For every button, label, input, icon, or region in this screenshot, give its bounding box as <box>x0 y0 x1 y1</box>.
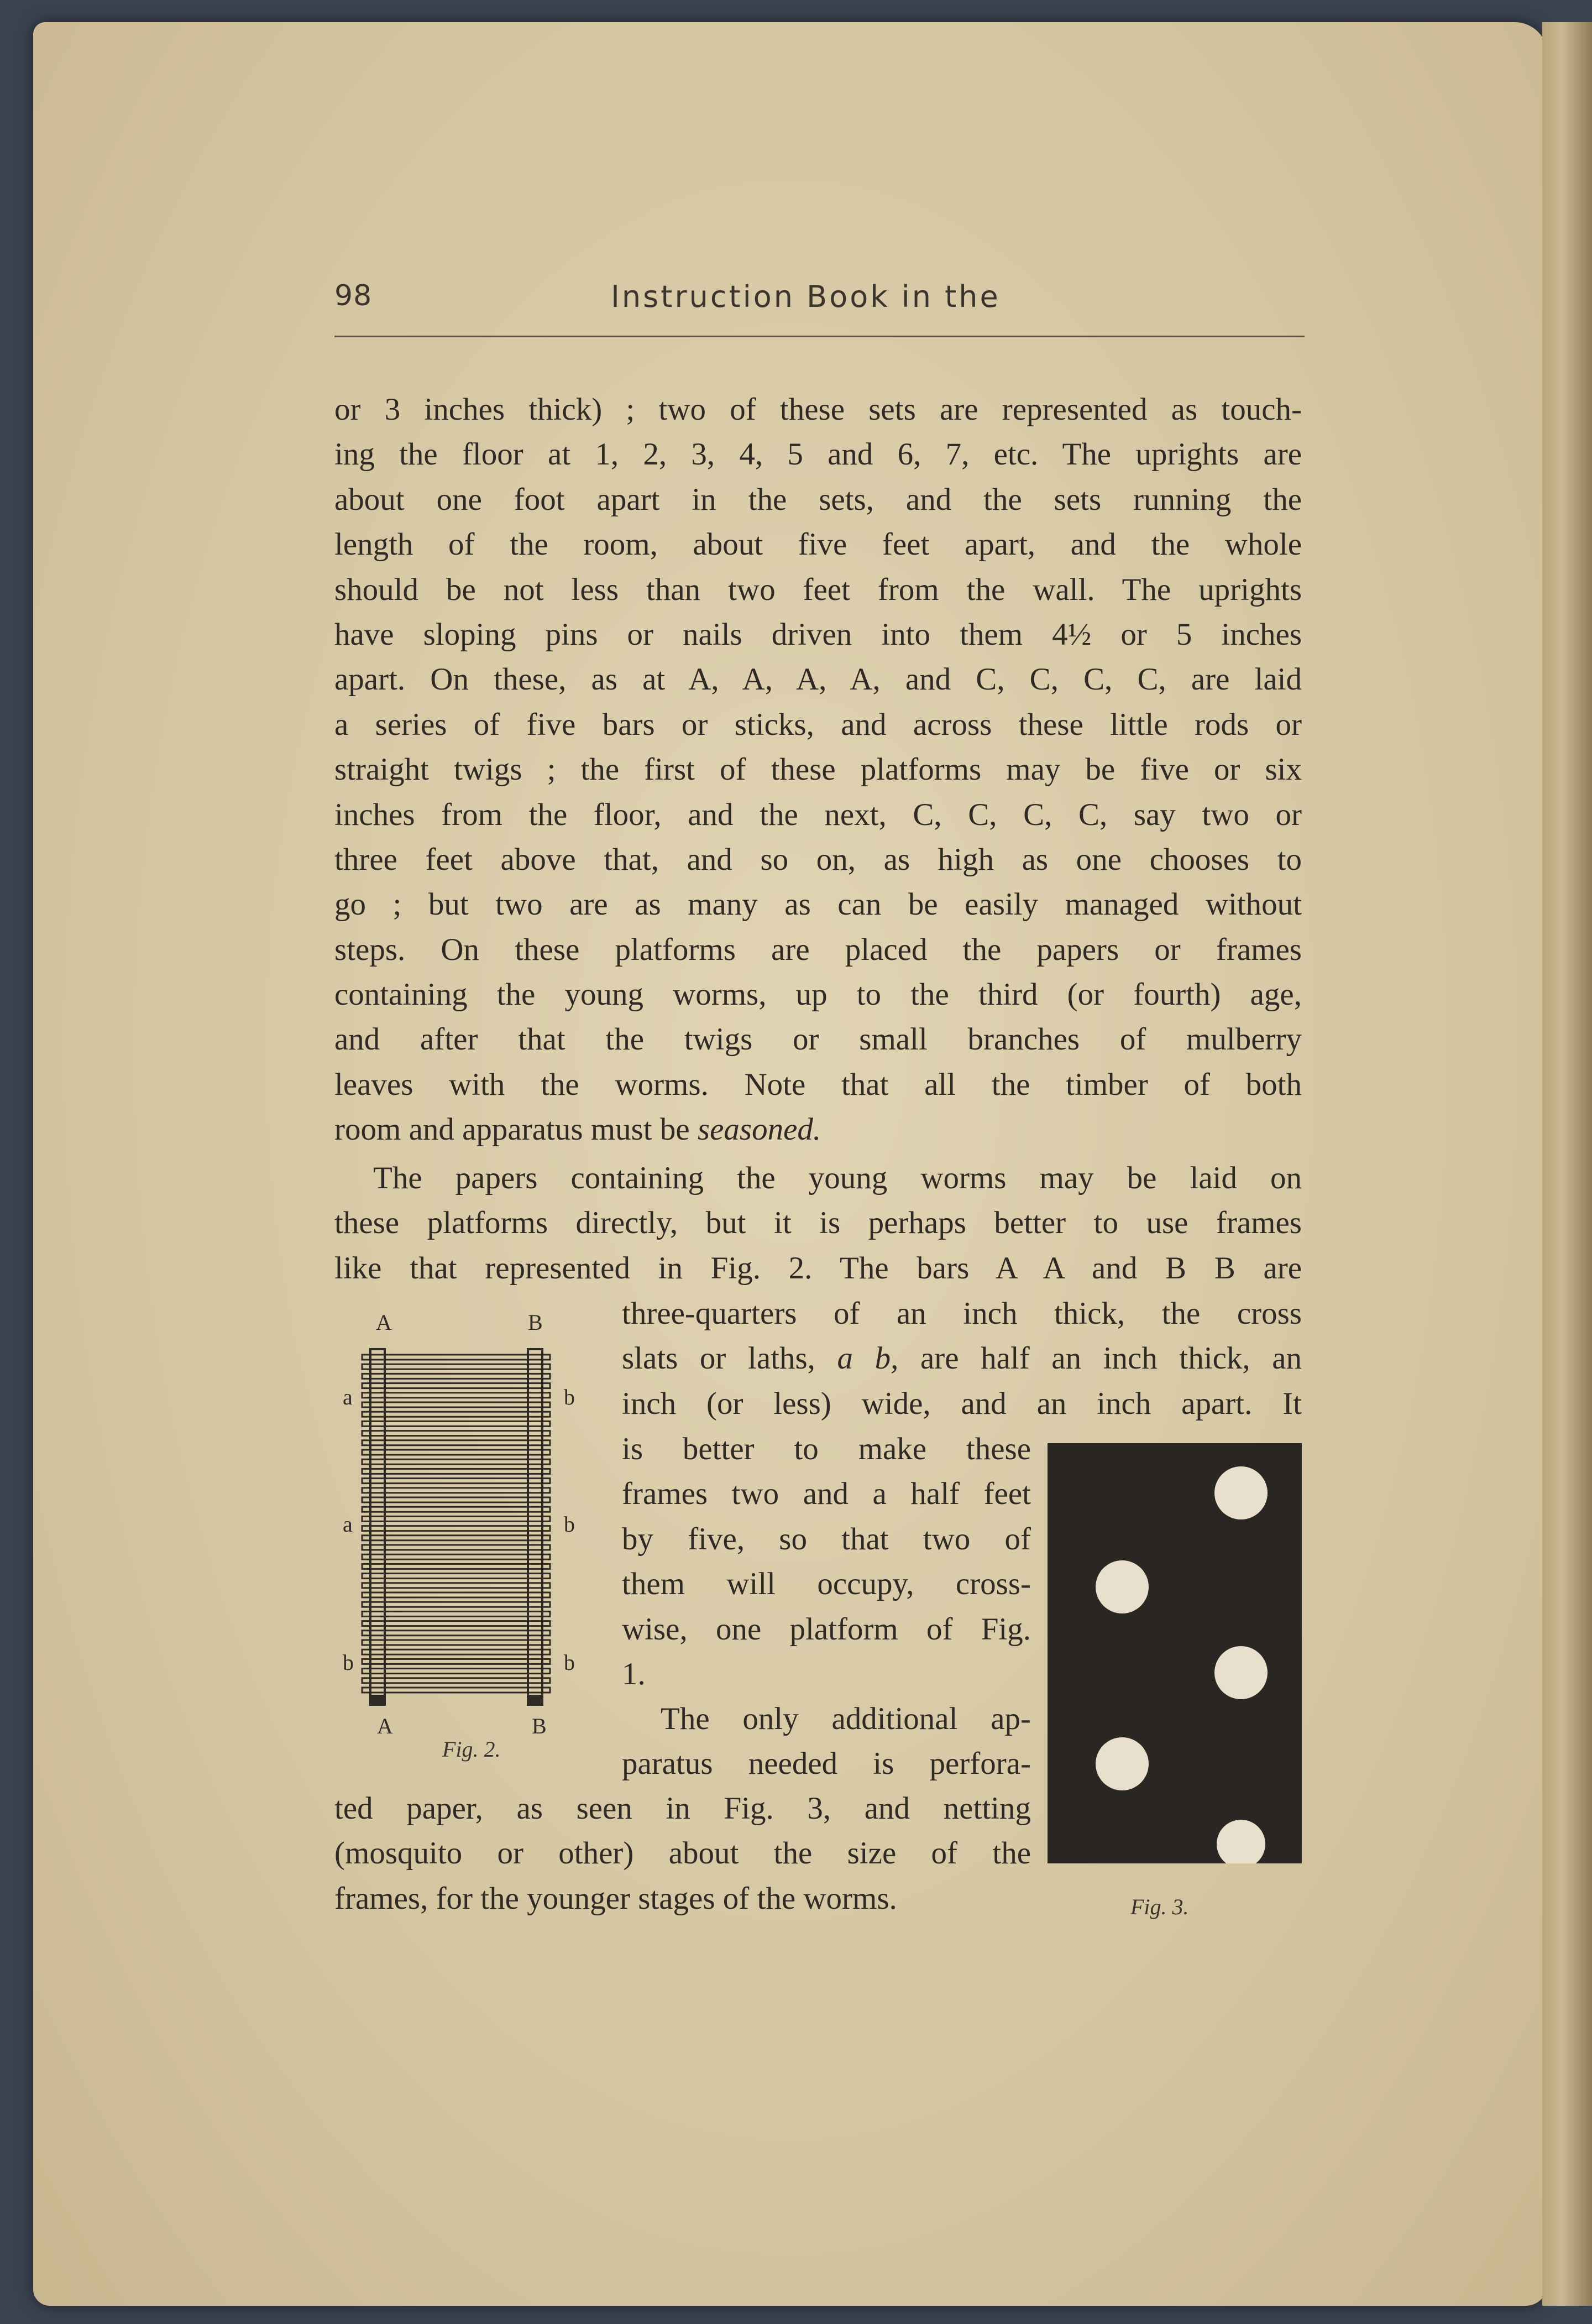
text-line: straight twigs ; the first of these platforms may be five or six <box>334 752 1302 787</box>
text-line: like that represented in Fig. 2. The bars A A and B B are <box>334 1250 1302 1286</box>
slat <box>362 1526 550 1531</box>
slat <box>362 1688 550 1693</box>
text-line: frames, for the younger stages of the worms. <box>334 1881 897 1916</box>
text-line: The papers containing the young worms may be laid on <box>373 1161 1302 1195</box>
figure-2 <box>337 1305 586 1762</box>
slat <box>362 1516 550 1521</box>
label-right-b2: b <box>564 1512 575 1537</box>
perforation-hole <box>1214 1646 1268 1699</box>
slat <box>362 1545 550 1550</box>
slat <box>362 1355 550 1360</box>
italic-word: a b, <box>837 1341 899 1376</box>
figure-3 <box>1048 1443 1302 1919</box>
slat <box>362 1583 550 1588</box>
label-right-b3: b <box>564 1650 575 1675</box>
slat <box>362 1564 550 1569</box>
label-left-a1: a <box>343 1385 353 1409</box>
text-line: ing the floor at 1, 2, 3, 4, 5 and 6, 7, etc. The uprights are <box>334 437 1302 472</box>
slat <box>362 1450 550 1455</box>
text-line: three-quarters of an inch thick, the cross <box>622 1296 1302 1331</box>
slat <box>362 1383 550 1388</box>
slat <box>362 1574 550 1579</box>
text-line: 1. <box>622 1656 646 1691</box>
label-bottom-right: B <box>532 1714 547 1738</box>
slat <box>362 1621 550 1626</box>
header-rule <box>334 336 1305 337</box>
figure-3-caption: Fig. 3. <box>1130 1894 1189 1919</box>
perforation-hole <box>1096 1737 1149 1790</box>
text-line <box>622 1336 1302 1381</box>
slat <box>362 1659 550 1664</box>
slats <box>362 1355 550 1693</box>
text-line: frames two and a half feet <box>622 1476 1031 1512</box>
page-number: 98 <box>334 279 373 312</box>
slat <box>362 1536 550 1540</box>
text-line: a series of five bars or sticks, and across these little rods or <box>334 707 1302 742</box>
label-top-right: B <box>528 1310 543 1335</box>
paragraph-2-wrap-wide <box>622 1291 1302 1426</box>
running-title: Instruction Book in the <box>611 279 1001 314</box>
text-line: The only additional ap- <box>661 1701 1031 1736</box>
slat <box>362 1669 550 1674</box>
italic-word: seasoned. <box>697 1112 821 1147</box>
running-header <box>334 279 1302 335</box>
slat <box>362 1554 550 1559</box>
slat <box>362 1611 550 1616</box>
label-top-left: A <box>376 1310 392 1335</box>
paragraph-3 <box>334 1786 1031 1921</box>
text-line: or 3 inches thick) ; two of these sets are represented as touch- <box>334 392 1302 427</box>
foot-a <box>369 1695 386 1706</box>
slat <box>362 1479 550 1484</box>
text-line: (mosquito or other) about the size of the <box>334 1836 1031 1871</box>
paragraph-1 <box>334 387 1302 1152</box>
perforation-hole <box>1096 1560 1149 1613</box>
slat <box>362 1507 550 1512</box>
next-page-edge <box>1542 22 1592 2306</box>
text-line: ted paper, as seen in Fig. 3, and netting <box>334 1791 1031 1826</box>
slat <box>362 1421 550 1426</box>
slat <box>362 1649 550 1654</box>
text-line: containing the young worms, up to the third (or fourth) age, <box>334 977 1302 1012</box>
text-line: should be not less than two feet from the wall. The uprights <box>334 572 1302 607</box>
label-left-b: b <box>343 1650 354 1675</box>
slat <box>362 1469 550 1474</box>
text-line: paratus needed is perfora- <box>622 1746 1031 1782</box>
text-fragment: slats or laths, <box>622 1341 815 1376</box>
text-line: is better to make these <box>622 1432 1031 1466</box>
text-line: leaves with the worms. Note that all the timber of both <box>334 1067 1302 1102</box>
foot-b <box>527 1695 543 1706</box>
slat <box>362 1488 550 1493</box>
text-line: length of the room, about five feet apart, and the whole <box>334 527 1302 562</box>
figure-2-caption: Fig. 2. <box>442 1737 501 1762</box>
label-left-a2: a <box>343 1512 353 1537</box>
text-line: inches from the floor, and the next, C, C, C, C, say two or <box>334 797 1302 832</box>
text-line: have sloping pins or nails driven into them 4½ or 5 inches <box>334 617 1302 652</box>
text-line: steps. On these platforms are placed the papers or frames <box>334 932 1302 967</box>
text-line: about one foot apart in the sets, and the sets running the <box>334 482 1302 517</box>
slat <box>362 1592 550 1597</box>
text-line: by five, so that two of <box>622 1521 1031 1557</box>
frame-diagram <box>337 1305 586 1747</box>
text-line: them will occupy, cross- <box>622 1566 1031 1602</box>
text-line: three feet above that, and so on, as high as one chooses to <box>334 842 1302 877</box>
text-fragment: are half an inch thick, an <box>920 1341 1302 1376</box>
paragraph-2 <box>334 1156 1302 1291</box>
text-line: wise, one platform of Fig. <box>622 1611 1031 1647</box>
slat <box>362 1373 550 1378</box>
slat <box>362 1412 550 1417</box>
paragraph-3-start <box>622 1696 1031 1787</box>
text-line <box>334 1107 1302 1152</box>
paragraph-2-wrap-narrow <box>622 1427 1031 1696</box>
slat <box>362 1393 550 1398</box>
slat <box>362 1631 550 1636</box>
label-right-b1: b <box>564 1385 575 1409</box>
slat <box>362 1459 550 1464</box>
slat <box>362 1364 550 1369</box>
text-line: apart. On these, as at A, A, A, A, and C, C, C, C, are laid <box>334 662 1302 697</box>
text-fragment: room and apparatus must be <box>334 1112 690 1147</box>
slat <box>362 1431 550 1436</box>
slat <box>362 1497 550 1502</box>
label-bottom-left: A <box>377 1714 393 1738</box>
slat <box>362 1640 550 1645</box>
perforated-paper <box>1048 1443 1302 1863</box>
slat <box>362 1402 550 1407</box>
perforation-hole <box>1214 1466 1268 1519</box>
text-line: these platforms directly, but it is perhaps better to use frames <box>334 1205 1302 1241</box>
text-line: and after that the twigs or small branches of mulberry <box>334 1022 1302 1057</box>
slat <box>362 1440 550 1445</box>
slat <box>362 1678 550 1683</box>
text-line: inch (or less) wide, and an inch apart. It <box>622 1386 1302 1421</box>
slat <box>362 1602 550 1607</box>
text-line: go ; but two are as many as can be easily managed without <box>334 887 1302 922</box>
